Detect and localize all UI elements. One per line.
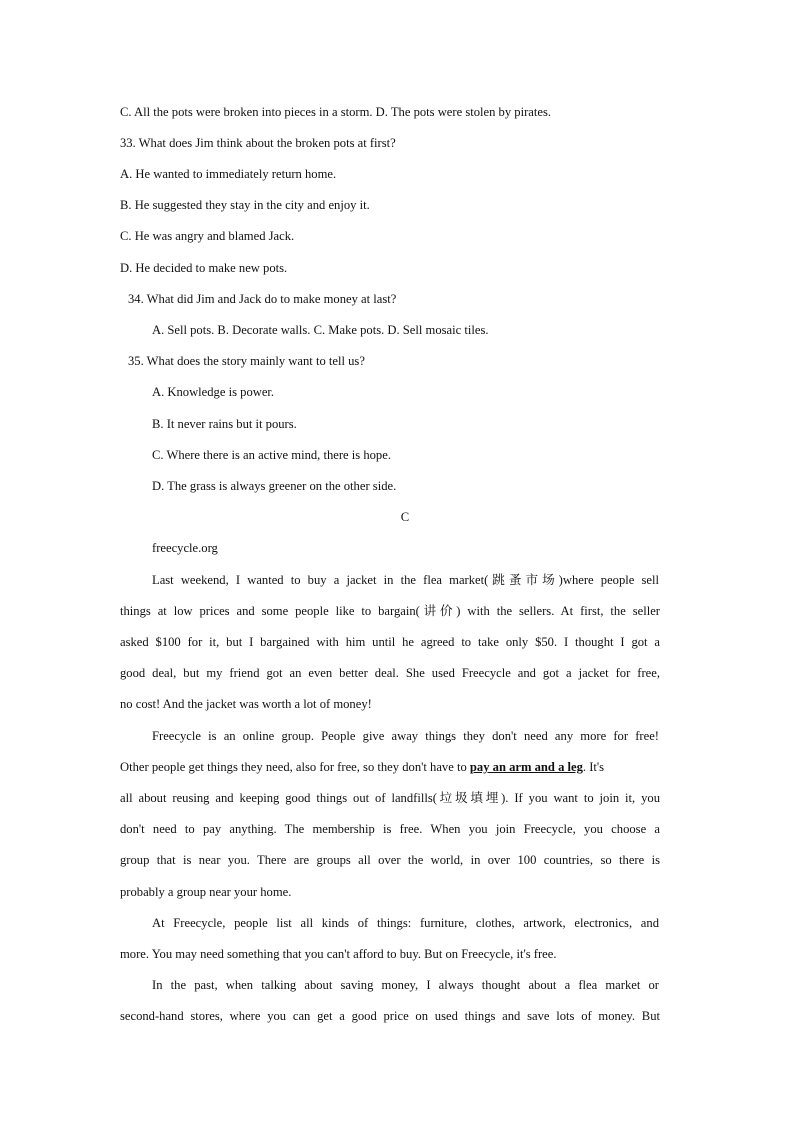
q33-question: 33. What does Jim think about the broken pots at first? <box>120 136 396 150</box>
passage-line: good deal, but my friend got an even better deal. She used Freecycle and got a jacket for free, <box>120 666 660 680</box>
passage-text: . It's <box>582 760 605 774</box>
q34-options: A. Sell pots. B. Decorate walls. C. Make pots. D. Sell mosaic tiles. <box>152 323 489 337</box>
underlined-idiom: pay an arm and a leg <box>469 760 583 774</box>
q35-question: 35. What does the story mainly want to tell us? <box>128 354 365 368</box>
passage-line: more. You may need something that you can't afford to buy. But on Freecycle, it's free. <box>120 947 557 961</box>
q33-option-a: A. He wanted to immediately return home. <box>120 167 337 181</box>
q35-option-d: D. The grass is always greener on the other side. <box>152 479 397 493</box>
passage-line: At Freecycle, people list all kinds of things: furniture, clothes, artwork, electronics, and <box>152 916 659 930</box>
q33-option-c: C. He was angry and blamed Jack. <box>120 229 295 243</box>
q35-option-a: A. Knowledge is power. <box>152 385 275 399</box>
passage-line: asked $100 for it, but I bargained with him until he agreed to take only $50. I thought I got a <box>120 635 660 649</box>
q33-option-d: D. He decided to make new pots. <box>120 261 288 275</box>
passage-line-with-idiom <box>120 759 660 775</box>
passage-line: Freecycle is an online group. People give away things they don't need any more for free! <box>152 729 659 743</box>
section-heading: C <box>400 510 410 524</box>
passage-line: In the past, when talking about saving money, I always thought about a flea market or <box>152 978 659 992</box>
passage-line: all about reusing and keeping good things out of landfills(垃圾填埋). If you want to join it, you <box>120 791 660 805</box>
passage-line: second-hand stores, where you can get a good price on used things and save lots of money. But <box>120 1009 660 1023</box>
q35-option-b: B. It never rains but it pours. <box>152 417 297 431</box>
passage-line: don't need to pay anything. The membership is free. When you join Freecycle, you choose a <box>120 822 660 836</box>
passage-line: group that is near you. There are groups all over the world, in over 100 countries, so there is <box>120 853 660 867</box>
q35-option-c: C. Where there is an active mind, there is hope. <box>152 448 391 462</box>
q32-options-c-d: C. All the pots were broken into pieces in a storm. D. The pots were stolen by pirates. <box>120 105 552 119</box>
q34-question: 34. What did Jim and Jack do to make money at last? <box>128 292 397 306</box>
passage-line: things at low prices and some people like to bargain(讲价) with the sellers. At first, the seller <box>120 604 660 618</box>
passage-line: probably a group near your home. <box>120 885 292 899</box>
q33-option-b: B. He suggested they stay in the city and enjoy it. <box>120 198 370 212</box>
passage-line: Last weekend, I wanted to buy a jacket in the flea market(跳蚤市场)where people sell <box>152 573 659 587</box>
passage-text: Other people get things they need, also for free, so they don't have to <box>120 760 467 774</box>
passage-line: no cost! And the jacket was worth a lot of money! <box>120 697 372 711</box>
passage-source: freecycle.org <box>152 541 218 555</box>
